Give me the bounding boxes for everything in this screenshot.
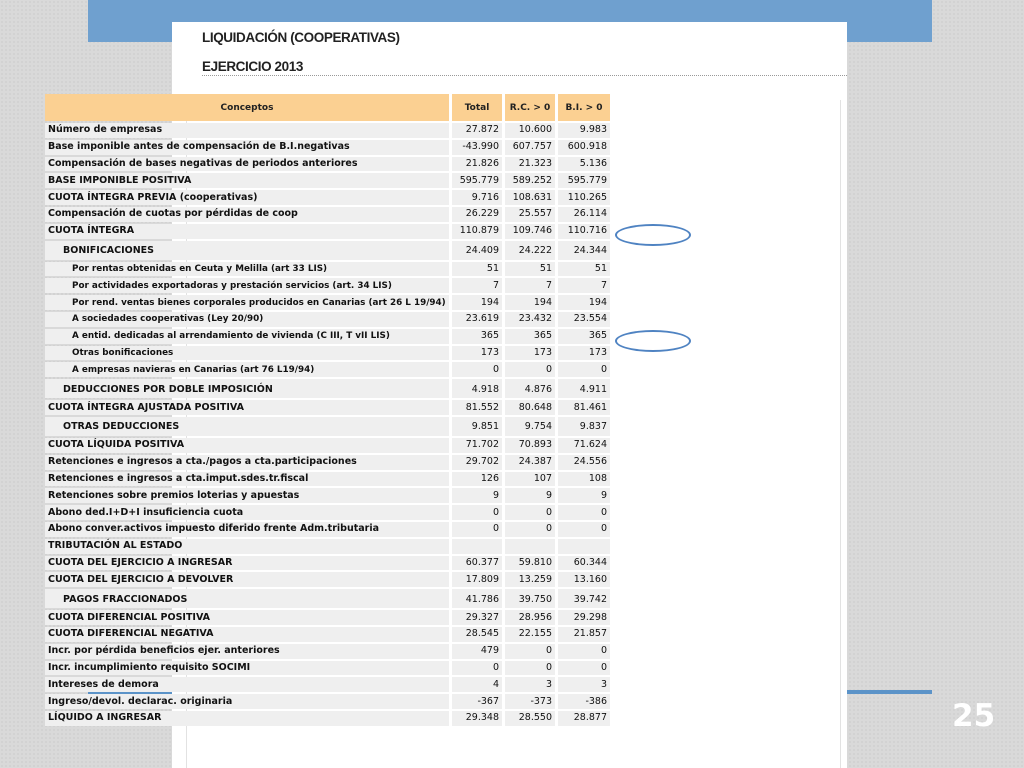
row-label: Compensación de cuotas por pérdidas de coop [45,207,449,222]
cell-bi: 595.779 [558,173,610,188]
row-label: Incr. incumplimiento requisito SOCIMI [45,661,449,676]
cell-rc: 9.754 [505,417,555,436]
cell-rc: 3 [505,677,555,692]
row-label: CUOTA LÍQUIDA POSITIVA [45,438,449,453]
row-label: Por rend. ventas bienes corporales producidos en Canarias (art 26 L 19/94) [45,295,449,310]
row-label: DEDUCCIONES POR DOBLE IMPOSICIÓN [45,379,449,398]
cell-bi: 3 [558,677,610,692]
row-label: Intereses de demora [45,677,449,692]
cell-total: 4.918 [452,379,502,398]
cell-rc: 607.757 [505,140,555,155]
cell-bi: 0 [558,505,610,520]
table-row [45,644,610,659]
dotted-divider [202,75,847,76]
cell-total: 9 [452,488,502,503]
cell-total: 51 [452,262,502,277]
slide-number: 25 [952,698,996,734]
cell-bi: 26.114 [558,207,610,222]
row-label: CUOTA DEL EJERCICIO A INGRESAR [45,556,449,571]
row-label: CUOTA ÍNTEGRA [45,224,449,239]
row-label: Abono conver.activos impuesto diferido frente Adm.tributaria [45,522,449,537]
cell-rc: 39.750 [505,589,555,608]
cell-total: 4 [452,677,502,692]
row-label: BONIFICACIONES [45,241,449,260]
table-row [45,455,610,470]
cell-total: 173 [452,346,502,361]
cell-rc: 80.648 [505,400,555,415]
cell-rc: 51 [505,262,555,277]
cell-bi: 24.344 [558,241,610,260]
cell-total: 29.327 [452,610,502,625]
table-row [45,157,610,172]
table-row [45,589,610,608]
row-label: PAGOS FRACCIONADOS [45,589,449,608]
document-title: LIQUIDACIÓN (COOPERATIVAS) [202,30,400,45]
cell-total: 23.619 [452,312,502,327]
cell-total: 26.229 [452,207,502,222]
cell-total: 28.545 [452,627,502,642]
row-label: LÍQUIDO A INGRESAR [45,711,449,726]
cell-bi: 21.857 [558,627,610,642]
row-label: BASE IMPONIBLE POSITIVA [45,173,449,188]
cell-total: 29.348 [452,711,502,726]
cell-total: 9.851 [452,417,502,436]
table-row [45,346,610,361]
table-row [45,472,610,487]
cell-rc: 109.746 [505,224,555,239]
row-label: Retenciones sobre premios loterias y apuestas [45,488,449,503]
table-row [45,627,610,642]
cell-total: 81.552 [452,400,502,415]
table-row [45,173,610,188]
cell-total [452,539,502,554]
column-header-conceptos: Conceptos [45,94,449,121]
cell-bi: 600.918 [558,140,610,155]
row-label: Abono ded.I+D+I insuficiencia cuota [45,505,449,520]
cell-rc: 108.631 [505,190,555,205]
cell-bi: 194 [558,295,610,310]
cell-rc: 22.155 [505,627,555,642]
column-header-total: Total [452,94,502,121]
cell-rc: 107 [505,472,555,487]
row-label: Otras bonificaciones [45,346,449,361]
row-label: CUOTA DIFERENCIAL POSITIVA [45,610,449,625]
table-row [45,190,610,205]
table-row [45,262,610,277]
row-label: Retenciones e ingresos a cta.imput.sdes.tr.fiscal [45,472,449,487]
cell-total: -43.990 [452,140,502,155]
row-label: OTRAS DEDUCCIONES [45,417,449,436]
table-row [45,241,610,260]
cell-rc: 10.600 [505,123,555,138]
cell-rc: 24.387 [505,455,555,470]
cell-bi: 9.837 [558,417,610,436]
cell-rc: 28.550 [505,711,555,726]
cell-bi: 0 [558,644,610,659]
table-row [45,123,610,138]
cell-total: 7 [452,278,502,293]
cell-total: -367 [452,694,502,709]
cell-rc: 24.222 [505,241,555,260]
table-row [45,572,610,587]
table-row [45,694,610,709]
row-label: Base imponible antes de compensación de B.I.negativas [45,140,449,155]
row-label: Por actividades exportadoras y prestación servicios (art. 34 LIS) [45,278,449,293]
cell-total: 0 [452,661,502,676]
cell-total: 71.702 [452,438,502,453]
cell-bi: 39.742 [558,589,610,608]
cell-bi: 81.461 [558,400,610,415]
cell-bi: 23.554 [558,312,610,327]
table-row [45,400,610,415]
cell-total: 479 [452,644,502,659]
cell-bi: 0 [558,522,610,537]
cell-bi: 0 [558,661,610,676]
cell-rc: 28.956 [505,610,555,625]
cell-bi: 7 [558,278,610,293]
row-label: Retenciones e ingresos a cta./pagos a cta.participaciones [45,455,449,470]
cell-bi: -386 [558,694,610,709]
cell-total: 0 [452,362,502,377]
cell-total: 21.826 [452,157,502,172]
table-row [45,295,610,310]
table-row [45,539,610,554]
column-header-rc: R.C. > 0 [505,94,555,121]
cell-bi: 28.877 [558,711,610,726]
table-row [45,417,610,436]
cell-rc: 59.810 [505,556,555,571]
cell-bi: 29.298 [558,610,610,625]
row-label: CUOTA ÍNTEGRA PREVIA (cooperativas) [45,190,449,205]
cell-bi: 24.556 [558,455,610,470]
cell-total: 29.702 [452,455,502,470]
column-header-bi: B.I. > 0 [558,94,610,121]
liquidation-table [42,92,613,728]
document-subtitle: EJERCICIO 2013 [202,59,303,74]
cell-total: 0 [452,505,502,520]
row-label: A sociedades cooperativas (Ley 20/90) [45,312,449,327]
cell-total: 27.872 [452,123,502,138]
cell-rc: 0 [505,661,555,676]
cell-rc: 7 [505,278,555,293]
table-row [45,505,610,520]
row-label: TRIBUTACIÓN AL ESTADO [45,539,449,554]
table-row [45,362,610,377]
cell-total: 365 [452,329,502,344]
cell-rc: 21.323 [505,157,555,172]
cell-total: 24.409 [452,241,502,260]
table-row [45,329,610,344]
cell-rc: 4.876 [505,379,555,398]
row-label: Número de empresas [45,123,449,138]
cell-bi: 110.716 [558,224,610,239]
cell-rc: 173 [505,346,555,361]
cell-rc: 0 [505,644,555,659]
cell-bi: 13.160 [558,572,610,587]
highlight-circle [615,224,691,246]
cell-rc: 23.432 [505,312,555,327]
cell-rc: 13.259 [505,572,555,587]
cell-rc [505,539,555,554]
table-header-row [45,94,610,121]
row-label: Incr. por pérdida beneficios ejer. anteriores [45,644,449,659]
cell-bi: 9 [558,488,610,503]
table-row [45,677,610,692]
cell-rc: 9 [505,488,555,503]
cell-total: 126 [452,472,502,487]
cell-rc: 25.557 [505,207,555,222]
table-row [45,711,610,726]
table-row [45,661,610,676]
cell-rc: 365 [505,329,555,344]
table-row [45,438,610,453]
cell-bi: 60.344 [558,556,610,571]
table-row [45,379,610,398]
cell-total: 9.716 [452,190,502,205]
row-label: Por rentas obtenidas en Ceuta y Melilla (art 33 LIS) [45,262,449,277]
cell-rc: 0 [505,505,555,520]
row-label: A entid. dedicadas al arrendamiento de vivienda (C III, T vII LIS) [45,329,449,344]
table-row [45,312,610,327]
table-row [45,224,610,239]
cell-total: 0 [452,522,502,537]
row-label: Compensación de bases negativas de periodos anteriores [45,157,449,172]
cell-total: 194 [452,295,502,310]
table-row [45,610,610,625]
cell-total: 595.779 [452,173,502,188]
cell-bi: 110.265 [558,190,610,205]
cell-bi: 0 [558,362,610,377]
cell-bi [558,539,610,554]
cell-total: 110.879 [452,224,502,239]
table-row [45,522,610,537]
highlight-circle [615,330,691,352]
cell-total: 41.786 [452,589,502,608]
cell-bi: 51 [558,262,610,277]
row-label: CUOTA ÍNTEGRA AJUSTADA POSITIVA [45,400,449,415]
cell-total: 60.377 [452,556,502,571]
cell-rc: 0 [505,522,555,537]
row-label: CUOTA DEL EJERCICIO A DEVOLVER [45,572,449,587]
table-row [45,488,610,503]
cell-bi: 173 [558,346,610,361]
cell-bi: 365 [558,329,610,344]
cell-rc: 194 [505,295,555,310]
cell-bi: 108 [558,472,610,487]
cell-total: 17.809 [452,572,502,587]
cell-rc: 0 [505,362,555,377]
cell-rc: 589.252 [505,173,555,188]
cell-bi: 5.136 [558,157,610,172]
table-row [45,556,610,571]
table-row [45,140,610,155]
row-label: Ingreso/devol. declarac. originaria [45,694,449,709]
table-row [45,207,610,222]
cell-rc: -373 [505,694,555,709]
row-label: A empresas navieras en Canarias (art 76 L19/94) [45,362,449,377]
table-row [45,278,610,293]
cell-bi: 71.624 [558,438,610,453]
cell-rc: 70.893 [505,438,555,453]
cell-bi: 4.911 [558,379,610,398]
row-label: CUOTA DIFERENCIAL NEGATIVA [45,627,449,642]
cell-bi: 9.983 [558,123,610,138]
